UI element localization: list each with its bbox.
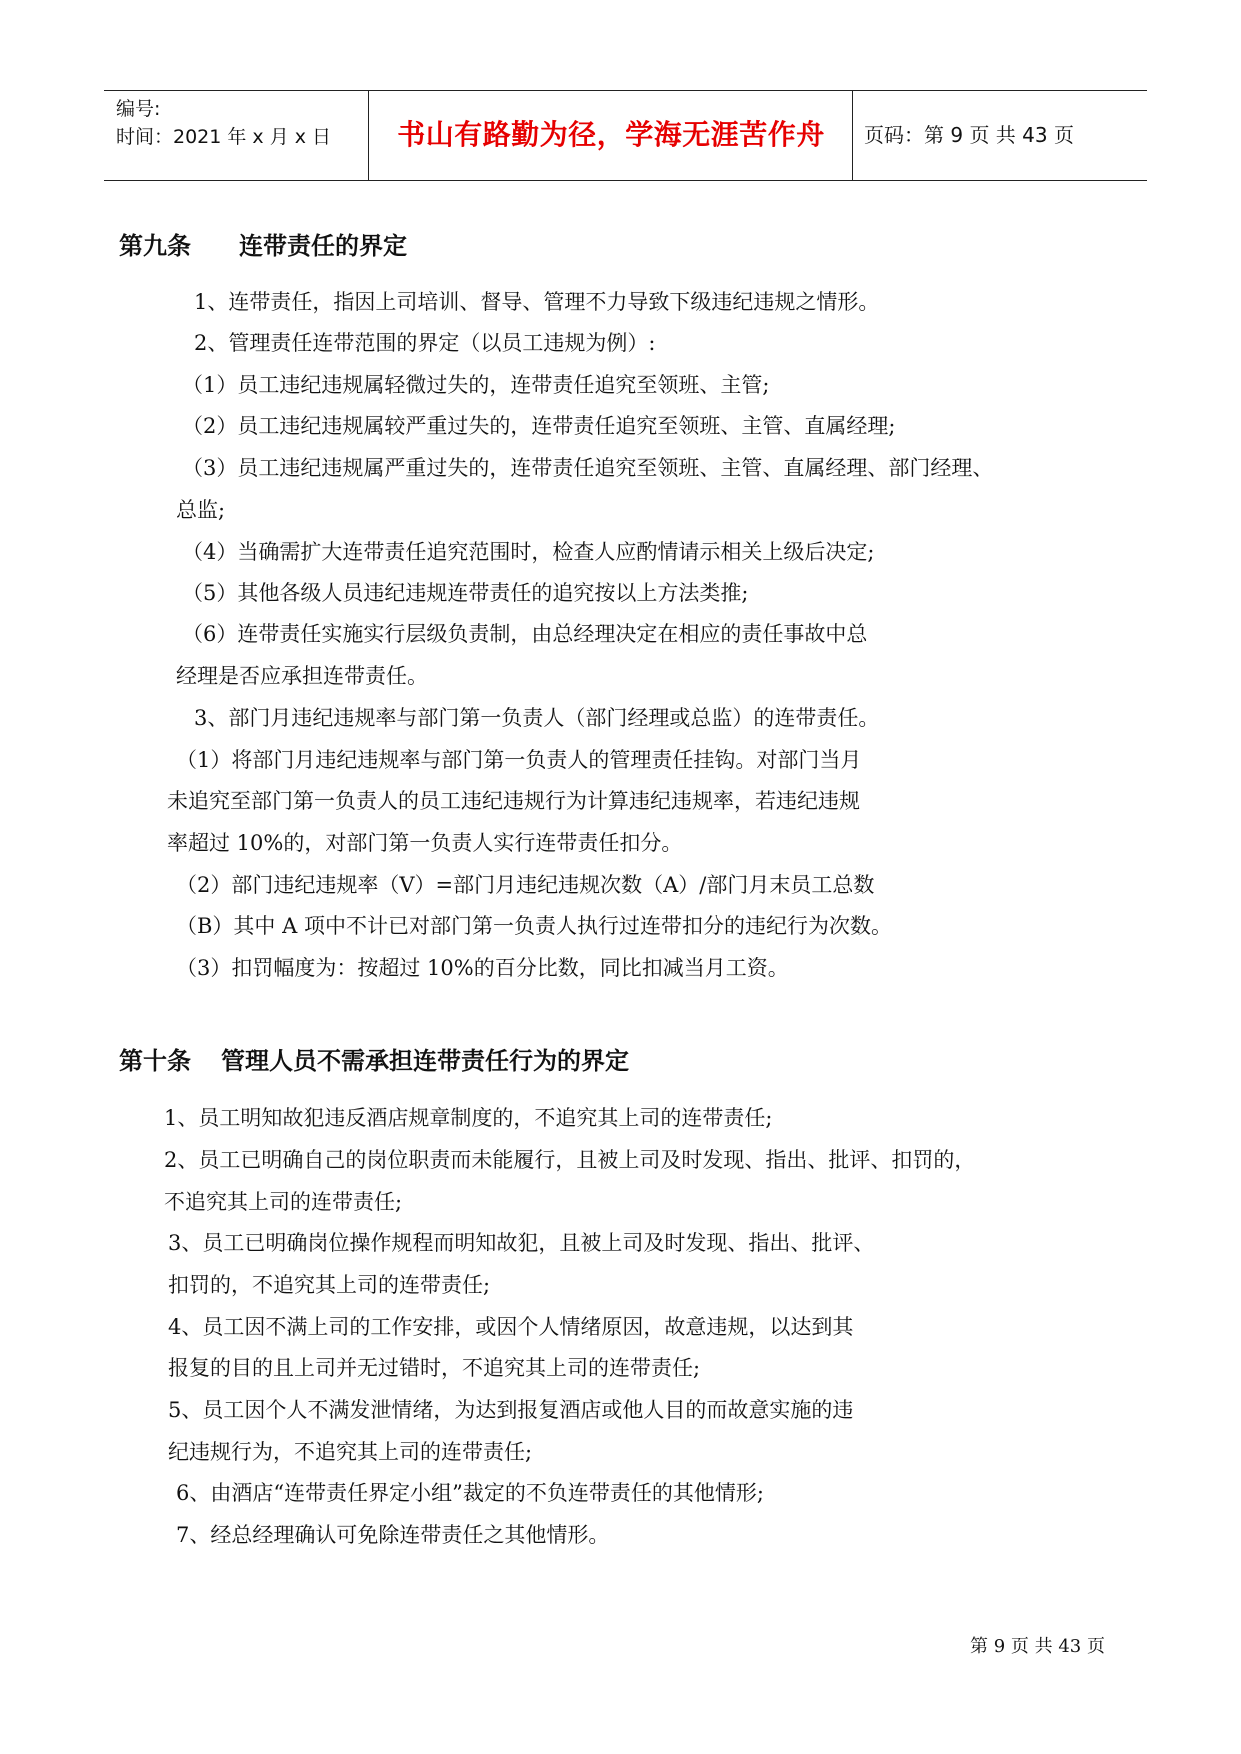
header-meta bbox=[116, 95, 366, 151]
page-footer: 第 9 页 共 43 页 bbox=[970, 1636, 1105, 1657]
paragraph-line: 经理是否应承担连带责任。 bbox=[176, 664, 428, 688]
article-9-heading bbox=[119, 226, 407, 261]
paragraph-line: 5、员工因个人不满发泄情绪，为达到报复酒店或他人目的而故意实施的违 bbox=[168, 1398, 854, 1422]
paragraph-line: （4）当确需扩大连带责任追究范围时，检查人应酌情请示相关上级后决定; bbox=[182, 540, 875, 564]
article-10-title: 管理人员不需承担连带责任行为的界定 bbox=[221, 1047, 629, 1075]
paragraph-line: 报复的目的且上司并无过错时，不追究其上司的连带责任; bbox=[168, 1356, 701, 1380]
paragraph-line: 2、管理责任连带范围的界定（以员工违规为例）: bbox=[194, 331, 656, 355]
paragraph-line: 扣罚的，不追究其上司的连带责任; bbox=[168, 1273, 491, 1297]
article-10-number: 第十条 bbox=[119, 1047, 191, 1075]
header-divider bbox=[368, 91, 369, 180]
header-page-label: 页码：第 9 页 共 43 页 bbox=[864, 123, 1074, 147]
paragraph-line: 不追究其上司的连带责任; bbox=[164, 1190, 403, 1214]
article-10-heading bbox=[119, 1041, 629, 1076]
header-number-label: 编号: bbox=[116, 98, 161, 120]
paragraph-line: 4、员工因不满上司的工作安排，或因个人情绪原因，故意违规，以达到其 bbox=[168, 1315, 854, 1339]
header-motto: 书山有路勤为径，学海无涯苦作舟 bbox=[397, 118, 825, 151]
paragraph-line: 2、员工已明确自己的岗位职责而未能履行，且被上司及时发现、指出、批评、扣罚的， bbox=[164, 1148, 976, 1172]
paragraph-line: 纪违规行为，不追究其上司的连带责任; bbox=[168, 1440, 533, 1464]
paragraph-line: （6）连带责任实施实行层级负责制，由总经理决定在相应的责任事故中总 bbox=[182, 622, 868, 646]
paragraph-line: （1）员工违纪违规属轻微过失的，连带责任追究至领班、主管; bbox=[182, 373, 770, 397]
paragraph-line: （2）部门违纪违规率（V）=部门月违纪违规次数（A）/部门月末员工总数 bbox=[176, 873, 875, 897]
page-header bbox=[104, 90, 1147, 181]
paragraph-line: （1）将部门月违纪违规率与部门第一负责人的管理责任挂钩。对部门当月 bbox=[176, 748, 862, 772]
paragraph-line: 7、经总经理确认可免除连带责任之其他情形。 bbox=[176, 1523, 610, 1547]
paragraph-line: 总监; bbox=[176, 498, 226, 522]
article-9-title: 连带责任的界定 bbox=[239, 232, 407, 260]
paragraph-line: （3）员工违纪违规属严重过失的，连带责任追究至领班、主管、直属经理、部门经理、 bbox=[182, 456, 994, 480]
paragraph-line: 1、员工明知故犯违反酒店规章制度的，不追究其上司的连带责任; bbox=[164, 1106, 773, 1130]
paragraph-line: 3、部门月违纪违规率与部门第一负责人（部门经理或总监）的连带责任。 bbox=[194, 706, 880, 730]
paragraph-line: 3、员工已明确岗位操作规程而明知故犯，且被上司及时发现、指出、批评、 bbox=[168, 1231, 875, 1255]
paragraph-line: 6、由酒店“连带责任界定小组”裁定的不负连带责任的其他情形; bbox=[176, 1481, 764, 1505]
paragraph-line: （5）其他各级人员违纪违规连带责任的追究按以上方法类推; bbox=[182, 581, 749, 605]
paragraph-line: （B）其中 A 项中不计已对部门第一负责人执行过连带扣分的违纪行为次数。 bbox=[176, 914, 892, 938]
paragraph-line: 未追究至部门第一负责人的员工违纪违规行为计算违纪违规率，若违纪违规 bbox=[167, 789, 860, 813]
paragraph-line: （3）扣罚幅度为：按超过 10%的百分比数，同比扣减当月工资。 bbox=[176, 956, 789, 980]
paragraph-line: 率超过 10%的，对部门第一负责人实行连带责任扣分。 bbox=[167, 831, 683, 855]
article-9-number: 第九条 bbox=[119, 232, 191, 260]
header-time-label: 时间：2021 年 x 月 x 日 bbox=[116, 126, 332, 148]
paragraph-line: （2）员工违纪违规属较严重过失的，连带责任追究至领班、主管、直属经理; bbox=[182, 414, 896, 438]
header-divider bbox=[852, 91, 853, 180]
paragraph-line: 1、连带责任，指因上司培训、督导、管理不力导致下级违纪违规之情形。 bbox=[194, 290, 880, 314]
